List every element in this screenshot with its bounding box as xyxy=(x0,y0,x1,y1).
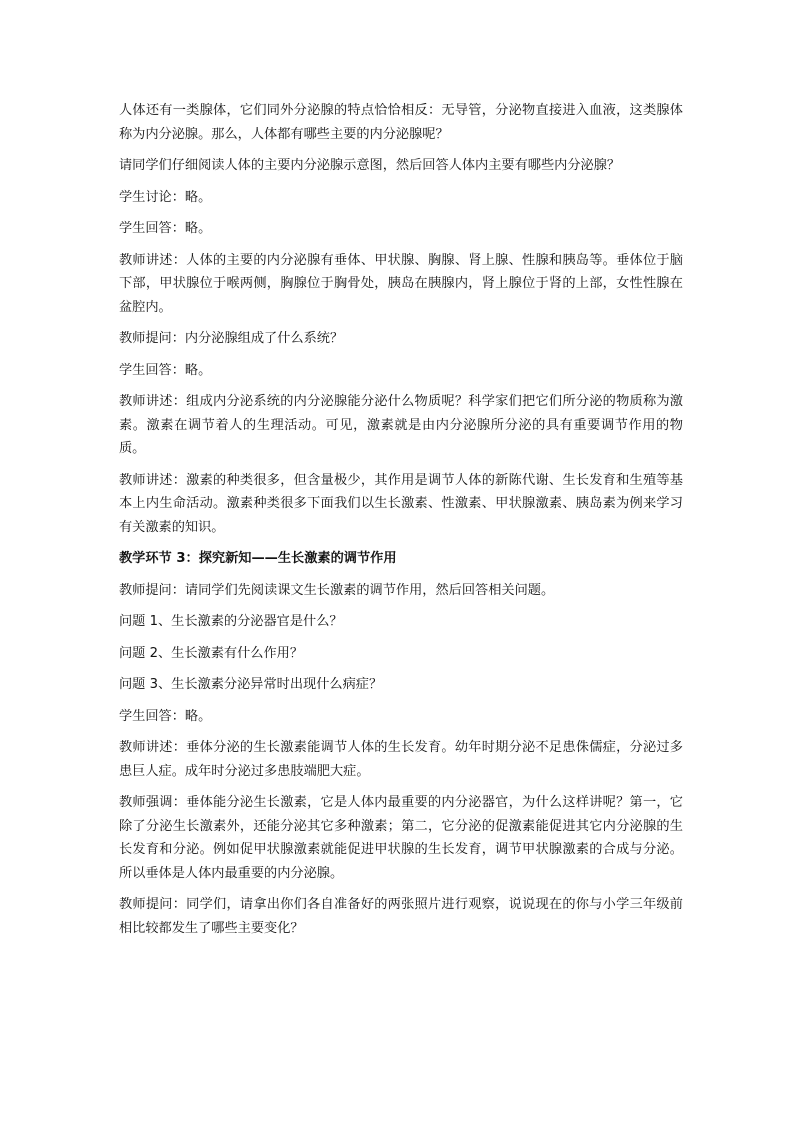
document-body xyxy=(119,99,683,948)
question-item: 问题 1、生长激素的分泌器官是什么？ xyxy=(119,614,343,629)
paragraph: 教师提问：请同学们先阅读课文生长激素的调节作用，然后回答相关问题。 xyxy=(119,582,555,598)
paragraph: 学生回答：略。 xyxy=(119,708,212,724)
paragraph: 学生回答：略。 xyxy=(119,221,212,236)
question-item: 问题 2、生长激素有什么作用？ xyxy=(119,645,304,661)
paragraph: 教师提问：同学们，请拿出你们各自准备好的两张照片进行观察，说说现在的你与小学三年级前相比较都发生了哪些主要变化？ xyxy=(119,897,683,936)
paragraph: 教师讲述：人体的主要的内分泌腺有垂体、甲状腺、胸腺、肾上腺、性腺和胰岛等。垂体位于脑下部，甲状腺位于喉两侧，胸腺位于胸骨处，胰岛在胰腺内，肾上腺位于肾的上部，女性性腺在盆腔内。 xyxy=(119,252,683,315)
paragraph: 人体还有一类腺体，它们同外分泌腺的特点恰恰相反：无导管，分泌物直接进入血液，这类腺体称为内分泌腺。那么，人体都有哪些主要的内分泌腺呢？ xyxy=(119,103,683,142)
paragraph: 教师讲述：垂体分泌的生长激素能调节人体的生长发育。幼年时期分泌不足患侏儒症，分泌过多患巨人症。成年时分泌过多患肢端肥大症。 xyxy=(119,740,683,779)
paragraph: 学生讨论：略。 xyxy=(119,189,212,205)
section-heading: 教学环节 3：探究新知——生长激素的调节作用 xyxy=(119,551,397,566)
paragraph: 教师强调：垂体能分泌生长激素，它是人体内最重要的内分泌器官，为什么这样讲呢？第一，它除了分泌生长激素外，还能分泌其它多种激素；第二，它分泌的促激素能促进其它内分泌腺的生长发育和分泌。例如促甲状腺激素就能促进甲状腺的生长发育，调节甲状腺激素的合成与分泌。所以垂体是人体内最重要的内分泌腺。 xyxy=(119,795,683,881)
paragraph: 教师讲述：组成内分泌系统的内分泌腺能分泌什么物质呢？科学家们把它们所分泌的物质称为激素。激素在调节着人的生理活动。可见，激素就是由内分泌腺所分泌的具有重要调节作用的物质。 xyxy=(119,394,683,456)
paragraph: 教师提问：内分泌腺组成了什么系统？ xyxy=(119,331,344,346)
paragraph: 学生回答：略。 xyxy=(119,362,212,378)
paragraph: 请同学们仔细阅读人体的主要内分泌腺示意图，然后回答人体内主要有哪些内分泌腺？ xyxy=(119,158,621,173)
paragraph: 教师讲述：激素的种类很多，但含量极少，其作用是调节人体的新陈代谢、生长发育和生殖等基本上内生命活动。激素种类很多下面我们以生长激素、性激素、甲状腺激素、胰岛素为例来学习有关激素的知识。 xyxy=(119,472,683,535)
question-item: 问题 3、生长激素分泌异常时出现什么病症？ xyxy=(119,677,383,692)
